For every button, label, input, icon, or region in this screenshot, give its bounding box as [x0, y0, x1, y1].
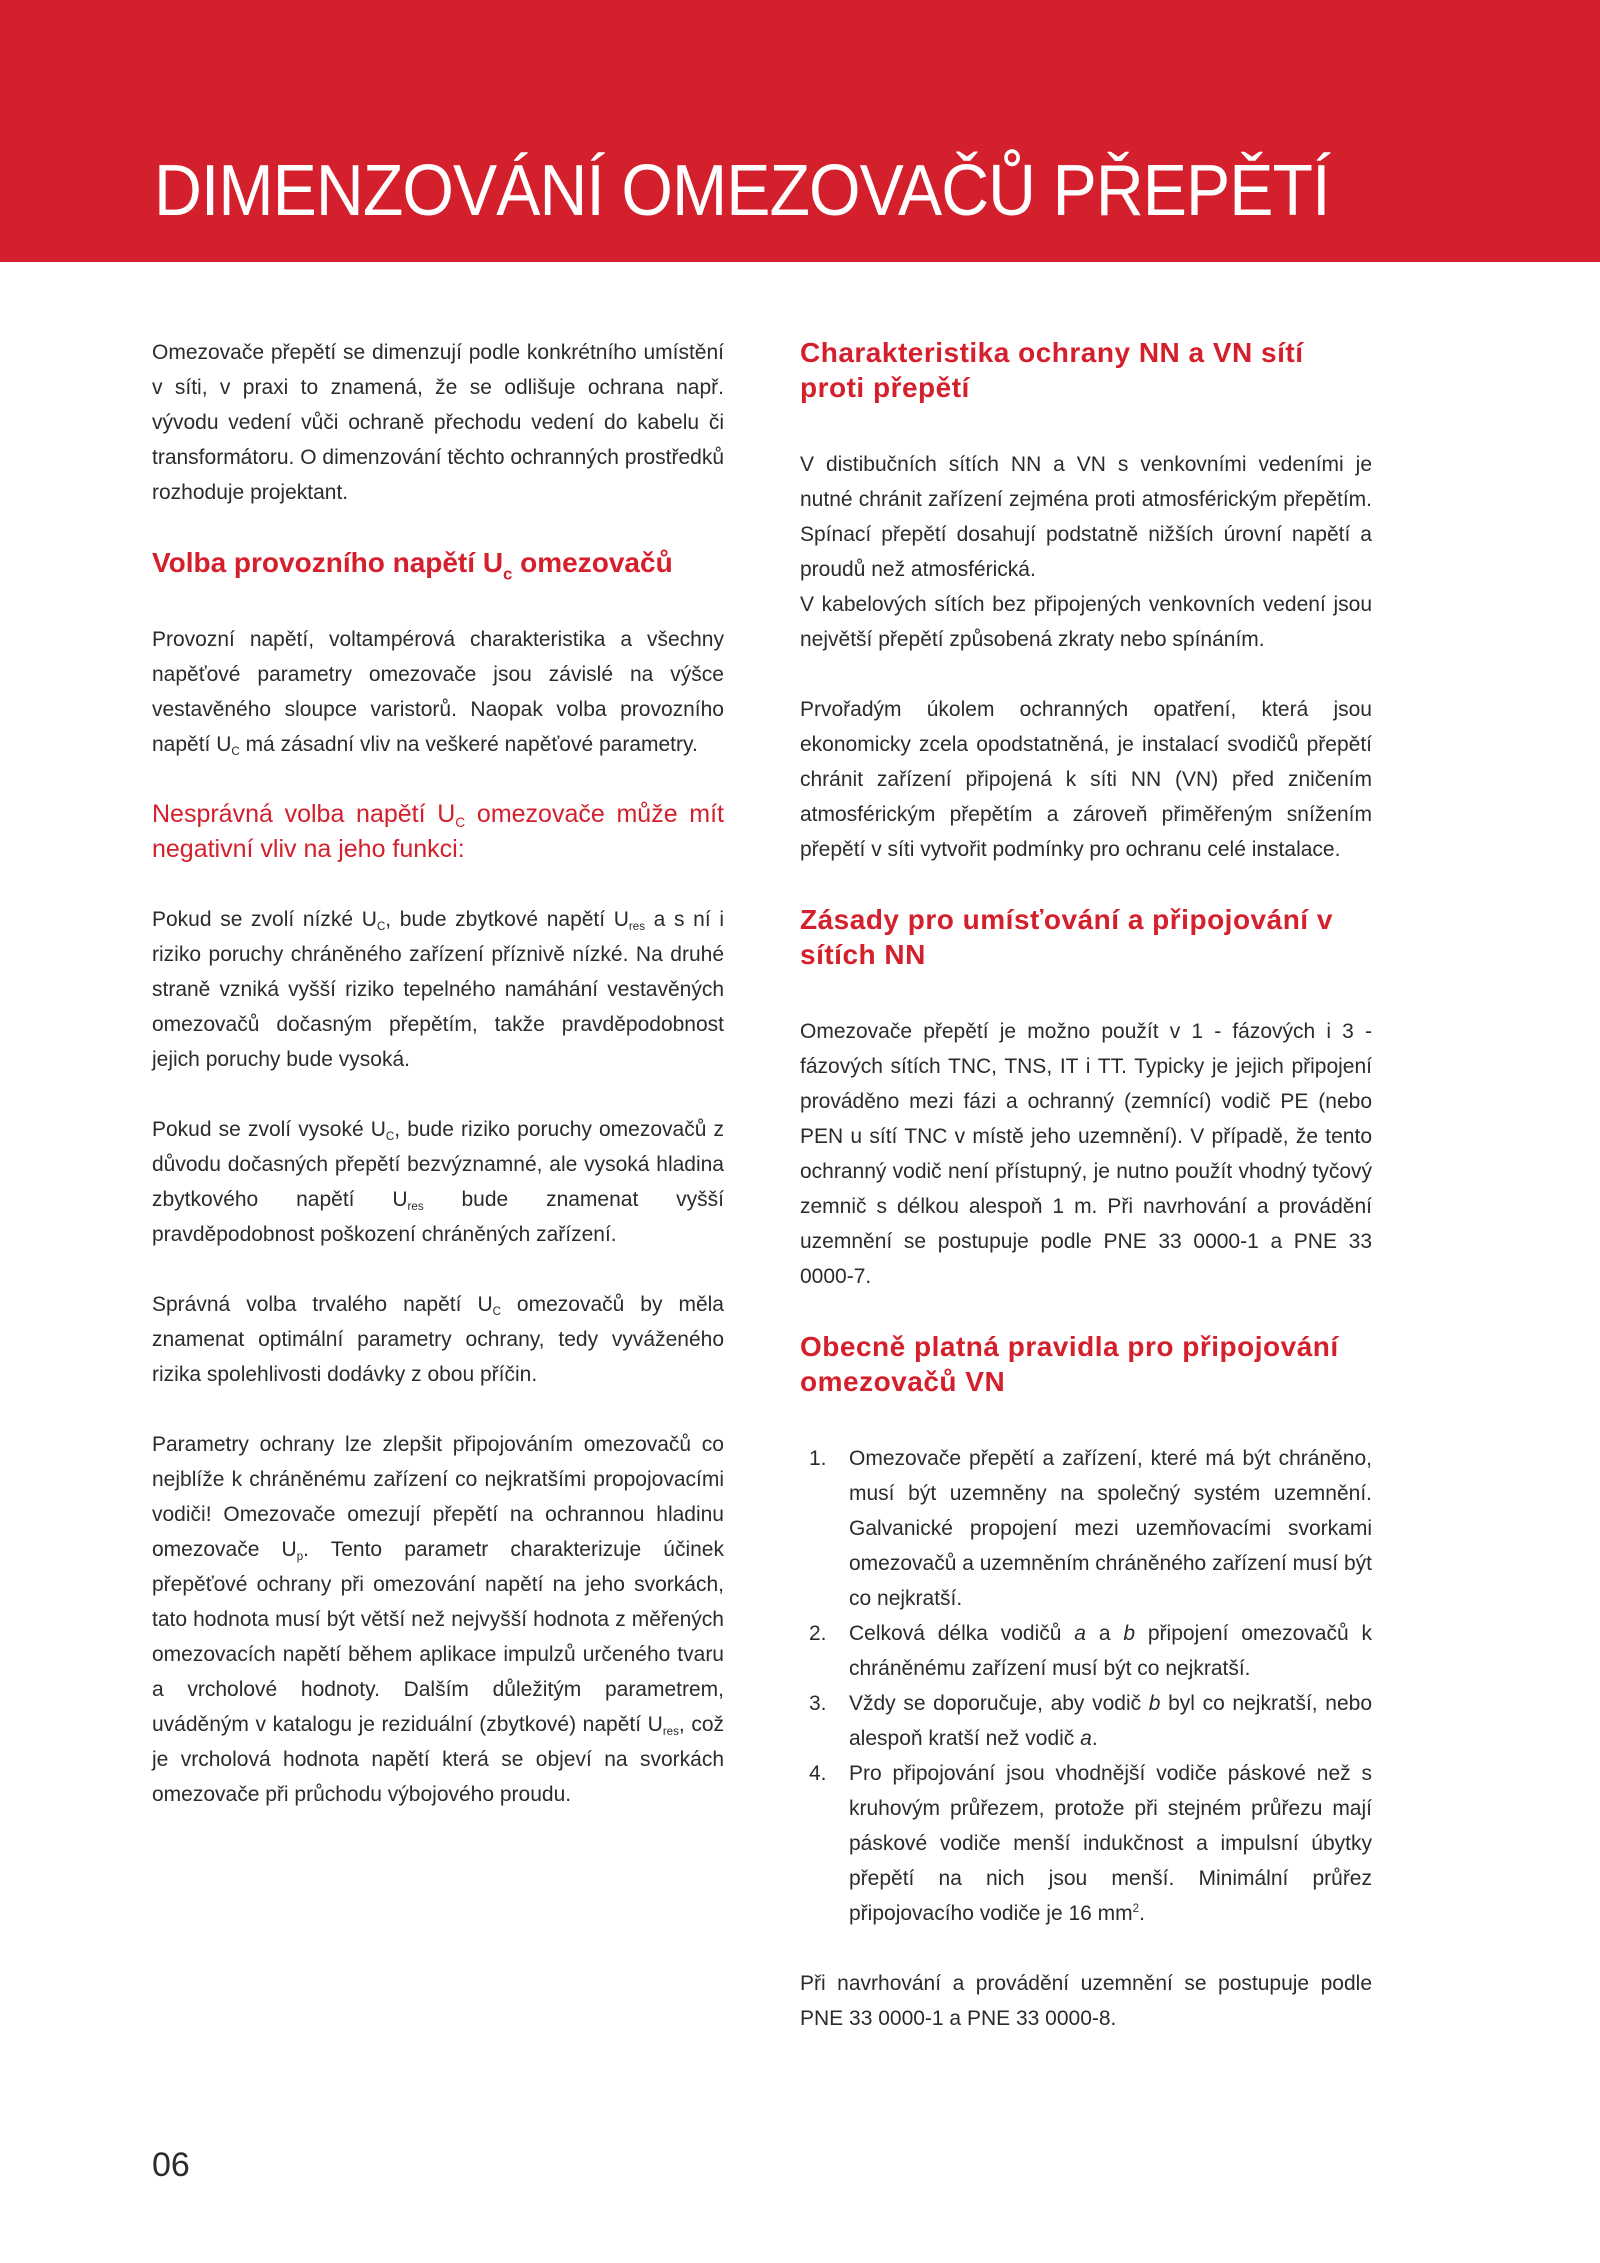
- paragraph-distribucni: V distibučních sítích NN a VN s venkovními vedeními je nutné chránit zařízení zejména proti atmosférickým přepětím. Spínací přepětí dosahují podstatně nižších úrovní napětí a proudů než atmosférická.: [800, 453, 1372, 581]
- heading-volba-text: Volba provozního napětí U: [152, 547, 504, 578]
- heading-volba-text-end: omezovačů: [512, 547, 673, 578]
- paragraph-prvoradym: Prvořadým úkolem ochranných opatření, která jsou ekonomicky zcela opodstatněná, je instalací svodičů přepětí chránit zařízení připojená k síti NN (VN) před zničením atmosférickým přepětím a zároveň přiměřeným snížením přepětí v síti vytvořit podmínky pro ochranu celé instalace.: [800, 698, 1372, 861]
- list-text: Vždy se doporučuje, aby vodič: [849, 1692, 1149, 1715]
- text: omezovače může mít negativní vliv na jeho funkci:: [152, 800, 725, 863]
- list-text-italic: b: [1148, 1692, 1161, 1715]
- text: bude znamenat vyšší pravděpodobnost poškození chráněných zařízení.: [152, 1188, 725, 1246]
- list-text: Omezovače přepětí a zařízení, které má být chráněno, musí být uzemněny na společný systém uzemnění. Galvanické propojení mezi uzemňovacími svorkami omezovačů a uzemněním chráněného zařízení musí být co nejkratší.: [849, 1447, 1372, 1610]
- text: , bude zbytkové napětí U: [385, 908, 629, 931]
- paragraph-parametry: [152, 1427, 724, 1812]
- list-number: 4.: [809, 1762, 827, 1785]
- intro-paragraph: Omezovače přepětí se dimenzují podle konkrétního umístění v síti, v praxi to znamená, že se odlišuje ochrana např. vývodu vedení vůči ochraně přechodu vedení do kabelu či transformátoru. O dimenzování těchto ochranných prostředků rozhoduje projektant.: [152, 341, 724, 504]
- subscript: C: [492, 1306, 501, 1319]
- rules-list: [800, 1441, 1372, 1931]
- text: , což je vrcholová hodnota napětí která se objeví na svorkách omezovače při průchodu výbojového proudu.: [152, 1713, 724, 1806]
- list-item: [800, 1686, 1372, 1756]
- superscript: 2: [1132, 1902, 1140, 1915]
- heading-volba-sub: c: [503, 564, 513, 584]
- paragraph-kabelove: V kabelových sítích bez připojených venkovních vedení jsou největší přepětí způsobená zkraty nebo spínáním.: [800, 593, 1372, 651]
- list-text: .: [1139, 1902, 1145, 1925]
- list-text-italic: b: [1123, 1622, 1136, 1645]
- subscript: res: [662, 1726, 679, 1739]
- text: Správná volba trvalého napětí U: [152, 1293, 493, 1316]
- text: Pokud se zvolí vysoké U: [152, 1118, 386, 1141]
- text: má zásadní vliv na veškeré napěťové parametry.: [239, 733, 698, 756]
- list-text: a: [1085, 1622, 1124, 1645]
- list-item: [800, 1756, 1372, 1931]
- subscript: p: [296, 1551, 304, 1564]
- paragraph-spravna: [152, 1287, 724, 1392]
- paragraph-nizke: [152, 902, 724, 1077]
- list-text: připojení omezovačů k chráněnému zařízení musí být co nejkratší.: [849, 1622, 1372, 1680]
- page-number: 06: [152, 2146, 190, 2184]
- text: Pokud se zvolí nízké U: [152, 908, 377, 931]
- warning-subheading: [152, 797, 724, 867]
- list-number: 1.: [809, 1447, 827, 1470]
- paragraph-final: Při navrhování a provádění uzemnění se postupuje podle PNE 33 0000-1 a PNE 33 0000-8.: [800, 1972, 1372, 2030]
- paragraph-vysoke: [152, 1112, 724, 1252]
- subscript: res: [407, 1201, 424, 1214]
- list-item: [800, 1441, 1372, 1616]
- list-text: .: [1091, 1727, 1098, 1750]
- text: Parametry ochrany lze zlepšit připojováním omezovačů co nejblíže k chráněnému zařízení co nejkratšími propojovacími vodiči! Omezovače omezují přepětí na ochrannou hladinu omezovače U: [152, 1433, 724, 1561]
- list-number: 2.: [809, 1622, 827, 1645]
- list-text: Celková délka vodičů: [849, 1622, 1075, 1645]
- paragraph-provozni: [152, 622, 724, 762]
- text: a s ní i riziko poruchy chráněného zařízení příznivě nízké. Na druhé straně vzniká vyšší riziko tepelného namáhání vestavěných omezovačů dočasným přepětím, takže pravděpodobnost jejich poruchy bude vysoká.: [152, 908, 724, 1071]
- list-text: byl co nejkratší, nebo alespoň kratší než vodič: [849, 1692, 1373, 1750]
- subscript: C: [455, 814, 466, 830]
- heading-obecne: Obecně platná pravidla pro připojování omezovačů VN: [800, 1331, 1339, 1397]
- list-text-italic: a: [1074, 1622, 1086, 1645]
- text: . Tento parametr charakterizuje účinek přepěťové ochrany při omezování napětí na jeho svorkách, tato hodnota musí být větší než nejvyšší hodnota z měřených omezovacích napětí během aplikace impulzů určeného tvaru a vrcholové hodnoty. Dalším důležitým parametrem, uváděným v katalogu je reziduální (zbytkové) napětí U: [152, 1538, 724, 1736]
- page-title: DIMENZOVÁNÍ OMEZOVAČŮ PŘEPĚTÍ: [154, 151, 1330, 231]
- heading-charakteristika: Charakteristika ochrany NN a VN sítí proti přepětí: [800, 337, 1304, 403]
- list-item: [800, 1616, 1372, 1686]
- text: Nesprávná volba napětí U: [152, 800, 456, 828]
- list-text: Pro připojování jsou vhodnější vodiče páskové než s kruhovým průřezem, protože při stejném průřezu mají páskové vodiče menší indukčnost a impulsní úbytky přepětí na nich jsou menší. Minimální průřez připojovacího vodiče je 16 mm: [849, 1762, 1372, 1925]
- subscript: C: [385, 1131, 395, 1144]
- text: omezovačů by měla znamenat optimální parametry ochrany, tedy vyváženého rizika spolehlivosti dodávky z obou příčin.: [152, 1293, 724, 1386]
- subscript: C: [231, 746, 240, 759]
- text: , bude riziko poruchy omezovačů z důvodu dočasných přepětí bezvýznamné, ale vysoká hladina zbytkového napětí U: [152, 1118, 724, 1211]
- header-banner: [0, 0, 1600, 262]
- heading-volba: [152, 545, 724, 584]
- heading-zasady: Zásady pro umísťování a připojování v sítích NN: [800, 904, 1333, 970]
- text: Provozní napětí, voltampérová charakteristika a všechny napěťové parametry omezovače jsou závislé na výšce vestavěného sloupce varistorů. Naopak volba provozního napětí U: [152, 628, 724, 756]
- list-text-italic: a: [1080, 1727, 1092, 1750]
- left-column: [152, 335, 724, 1812]
- list-number: 3.: [809, 1692, 827, 1715]
- paragraph-zasady: Omezovače přepětí je možno použít v 1 - fázových i 3 - fázových sítích TNC, TNS, IT i TT. Typicky je jejich připojení prováděno mezi fázi a ochranný (zemnící) vodič PE (nebo PEN u sítí TNC v místě jeho uzemnění). V případě, že tento ochranný vodič není přístupný, je nutno použít vhodný tyčový zemnič s délkou alespoň 1 m. Při navrhování a provádění uzemnění se postupuje podle PNE 33 0000-1 a PNE 33 0000-7.: [800, 1020, 1372, 1288]
- subscript: C: [376, 921, 386, 934]
- right-column: [800, 335, 1372, 2036]
- subscript: res: [628, 921, 645, 934]
